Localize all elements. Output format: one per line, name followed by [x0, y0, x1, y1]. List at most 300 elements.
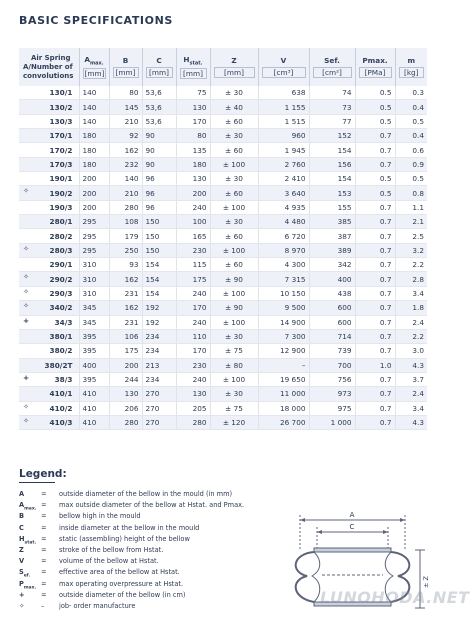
air-spring-cell — [19, 372, 79, 386]
table-cell: 19 650 — [258, 372, 309, 386]
table-cell: 96 — [142, 200, 176, 214]
table-cell: 244 — [109, 372, 142, 386]
legend-symbol — [19, 511, 41, 522]
air-spring-name: 190/1 — [49, 174, 73, 184]
table-cell: 170 — [176, 344, 210, 358]
legend-equals: – — [41, 601, 45, 610]
air-spring-cell — [19, 243, 79, 257]
table-cell: 200 — [79, 200, 109, 214]
table-cell: 93 — [109, 258, 142, 272]
air-spring-cell — [19, 229, 79, 243]
air-spring-name: 170/2 — [49, 145, 73, 155]
plus-marker: + — [23, 372, 30, 382]
legend-symbol — [19, 590, 41, 601]
table-cell: 1 155 — [258, 100, 309, 114]
table-cell: 135 — [176, 143, 210, 157]
column-subscript: stat. — [189, 60, 203, 67]
table-cell: 175 — [109, 344, 142, 358]
table-row — [19, 415, 427, 429]
table-cell: 162 — [109, 301, 142, 315]
table-cell: 140 — [79, 100, 109, 114]
table-cell: 0.4 — [395, 100, 427, 114]
table-cell: 2.8 — [395, 272, 427, 286]
legend-equals: = — [41, 523, 47, 532]
table-cell: ± 100 — [210, 243, 258, 257]
legend-text: volume of the bellow at Hstat. — [59, 557, 159, 566]
table-cell: 108 — [109, 215, 142, 229]
table-row — [19, 358, 427, 372]
air-spring-name: 380/1 — [49, 332, 73, 342]
column-unit: [kg] — [399, 67, 425, 78]
air-spring-cell — [19, 415, 79, 429]
table-cell: ± 100 — [210, 286, 258, 300]
table-cell: ± 120 — [210, 415, 258, 429]
table-row — [19, 172, 427, 186]
legend-symbol-text: ✧ — [19, 601, 25, 610]
job-order-marker: ✧ — [23, 301, 30, 311]
table-cell: 3.2 — [395, 243, 427, 257]
table-cell: 230 — [176, 358, 210, 372]
table-cell: 270 — [142, 415, 176, 429]
air-spring-name: 38/3 — [54, 375, 73, 385]
table-row — [19, 215, 427, 229]
watermark: LUNOHODA.NET — [320, 588, 470, 607]
table-cell: 0.7 — [355, 401, 395, 415]
table-cell: 1 000 — [309, 415, 355, 429]
air-spring-name: 280/2 — [49, 231, 73, 241]
table-cell: 0.6 — [395, 143, 427, 157]
table-cell: 12 900 — [258, 344, 309, 358]
air-spring-name: 290/1 — [49, 260, 73, 270]
table-row — [19, 401, 427, 415]
table-cell: 230 — [176, 243, 210, 257]
table-cell: 206 — [109, 401, 142, 415]
page-title: BASIC SPECIFICATIONS — [19, 14, 173, 27]
legend-item — [19, 489, 264, 500]
legend-equals: = — [41, 579, 47, 588]
air-spring-cell — [19, 315, 79, 329]
table-cell: 600 — [309, 315, 355, 329]
legend-text: outside diameter of the bellow (in cm) — [59, 590, 186, 599]
legend-equals: = — [41, 545, 47, 554]
legend-equals: = — [41, 490, 47, 498]
air-spring-cell — [19, 301, 79, 315]
table-cell: 0.8 — [395, 186, 427, 200]
table-cell: 310 — [79, 258, 109, 272]
table-cell: ± 30 — [210, 215, 258, 229]
table-cell: 80 — [109, 86, 142, 100]
table-cell: 3.4 — [395, 286, 427, 300]
job-order-marker: ✧ — [23, 272, 30, 282]
table-row — [19, 114, 427, 128]
table-cell: 400 — [309, 272, 355, 286]
column-label: Sef. — [324, 56, 340, 65]
column-header — [142, 48, 176, 86]
air-spring-cell — [19, 143, 79, 157]
air-spring-cell — [19, 129, 79, 143]
air-spring-cell — [19, 387, 79, 401]
legend-text: inside diameter at the bellow in the mould — [59, 523, 200, 532]
table-cell: 2 410 — [258, 172, 309, 186]
legend-item — [19, 590, 264, 601]
table-cell: 0.7 — [355, 286, 395, 300]
table-cell: 115 — [176, 258, 210, 272]
table-cell: 0.7 — [355, 387, 395, 401]
table-cell: 200 — [79, 172, 109, 186]
legend-text: outside diameter of the bellow in the mould (in mm) — [59, 490, 233, 498]
table-row — [19, 301, 427, 315]
air-spring-name: 170/3 — [49, 159, 73, 169]
bellow-diagram — [262, 510, 432, 630]
air-spring-cell — [19, 157, 79, 171]
table-cell: 231 — [109, 286, 142, 300]
air-spring-name: 290/3 — [49, 288, 73, 298]
table-cell: 180 — [79, 129, 109, 143]
column-header — [79, 48, 109, 86]
table-cell: 4.3 — [395, 415, 427, 429]
table-cell: 6 720 — [258, 229, 309, 243]
table-cell: 0.3 — [395, 86, 427, 100]
legend-text: static (assembling) height of the bellow — [59, 534, 190, 543]
table-cell: 310 — [79, 272, 109, 286]
table-cell: 700 — [309, 358, 355, 372]
table-cell: 739 — [309, 344, 355, 358]
air-spring-name: 280/3 — [49, 245, 73, 255]
table-cell: 0.7 — [355, 344, 395, 358]
table-cell: 0.7 — [355, 157, 395, 171]
table-cell: ± 60 — [210, 258, 258, 272]
table-cell: 4 935 — [258, 200, 309, 214]
table-cell: 130 — [176, 387, 210, 401]
table-cell: 2.1 — [395, 215, 427, 229]
air-spring-name: 410/2 — [49, 403, 73, 413]
legend-equals: = — [41, 590, 47, 599]
table-row — [19, 329, 427, 343]
legend-symbol — [19, 489, 41, 500]
table-cell: 240 — [176, 200, 210, 214]
legend-item — [19, 534, 264, 545]
legend-item — [19, 556, 264, 567]
table-cell: 180 — [79, 157, 109, 171]
table-cell: 80 — [176, 129, 210, 143]
table-row — [19, 387, 427, 401]
legend-symbol — [19, 523, 41, 534]
table-cell: 205 — [176, 401, 210, 415]
table-row — [19, 272, 427, 286]
air-spring-cell — [19, 272, 79, 286]
table-cell: 3.7 — [395, 372, 427, 386]
table-cell: 162 — [109, 272, 142, 286]
table-cell: 400 — [79, 358, 109, 372]
table-cell: 154 — [142, 286, 176, 300]
convolutions-label: convolutions — [23, 71, 74, 80]
table-row — [19, 129, 427, 143]
table-cell: 345 — [79, 301, 109, 315]
legend-symbol-sub: ef. — [23, 573, 31, 579]
legend-item — [19, 567, 264, 578]
legend-symbol — [19, 545, 41, 556]
legend-title: Legend: — [19, 468, 67, 480]
table-cell: 100 — [176, 215, 210, 229]
table-cell: 150 — [142, 215, 176, 229]
table-cell: 7 315 — [258, 272, 309, 286]
column-header — [176, 48, 210, 86]
table-cell: 10 150 — [258, 286, 309, 300]
job-order-marker: ✧ — [23, 415, 30, 425]
column-unit: [mm] — [146, 67, 173, 78]
table-cell: ± 40 — [210, 100, 258, 114]
table-cell: 11 000 — [258, 387, 309, 401]
table-cell: 280 — [176, 415, 210, 429]
table-cell: 96 — [142, 172, 176, 186]
table-cell: ± 80 — [210, 358, 258, 372]
table-cell: 53,6 — [142, 100, 176, 114]
air-spring-cell — [19, 358, 79, 372]
air-spring-header — [19, 48, 79, 86]
legend-symbol-sub: max. — [23, 584, 37, 590]
air-spring-name: 190/3 — [49, 202, 73, 212]
table-cell: 170 — [176, 301, 210, 315]
table-cell: 0.5 — [355, 100, 395, 114]
table-cell: 975 — [309, 401, 355, 415]
table-cell: ± 30 — [210, 172, 258, 186]
legend-symbol-text: H — [19, 534, 25, 543]
table-cell: – — [258, 358, 309, 372]
table-cell: ± 60 — [210, 229, 258, 243]
table-cell: 2.2 — [395, 329, 427, 343]
legend-symbol-sub: stat. — [24, 540, 37, 546]
table-cell: 0.7 — [355, 258, 395, 272]
air-spring-name: 410/3 — [49, 418, 73, 428]
air-spring-cell — [19, 329, 79, 343]
legend-item — [19, 545, 264, 556]
table-cell: 973 — [309, 387, 355, 401]
table-cell: 1.1 — [395, 200, 427, 214]
table-cell: 175 — [176, 272, 210, 286]
table-cell: 200 — [109, 358, 142, 372]
air-spring-name: 380/2 — [49, 346, 73, 356]
legend-equals: = — [41, 568, 47, 577]
table-cell: 600 — [309, 301, 355, 315]
table-row — [19, 229, 427, 243]
table-row — [19, 243, 427, 257]
dimension-z-label: ± Z — [422, 576, 430, 588]
legend-symbol — [19, 601, 41, 612]
table-cell: ± 75 — [210, 401, 258, 415]
air-spring-cell — [19, 114, 79, 128]
table-cell: 2.4 — [395, 315, 427, 329]
table-row — [19, 157, 427, 171]
table-cell: ± 100 — [210, 157, 258, 171]
table-cell: 0.9 — [395, 157, 427, 171]
table-cell: 395 — [79, 344, 109, 358]
table-row — [19, 258, 427, 272]
table-cell: ± 75 — [210, 344, 258, 358]
table-cell: 0.7 — [355, 372, 395, 386]
table-cell: 270 — [142, 401, 176, 415]
air-spring-name: 130/2 — [49, 102, 73, 112]
table-cell: 2.2 — [395, 258, 427, 272]
air-spring-name: 190/2 — [49, 188, 73, 198]
table-cell: ± 60 — [210, 114, 258, 128]
table-cell: 234 — [142, 372, 176, 386]
column-unit: [mm] — [180, 68, 207, 79]
table-cell: 0.7 — [355, 200, 395, 214]
table-cell: 295 — [79, 215, 109, 229]
table-cell: 0.4 — [395, 129, 427, 143]
table-cell: 0.5 — [355, 86, 395, 100]
table-row — [19, 344, 427, 358]
table-cell: 96 — [142, 186, 176, 200]
table-cell: 140 — [79, 114, 109, 128]
air-spring-name: 290/2 — [49, 274, 73, 284]
table-cell: 8 970 — [258, 243, 309, 257]
table-cell: 0.7 — [355, 215, 395, 229]
table-cell: ± 30 — [210, 129, 258, 143]
table-cell: 90 — [142, 143, 176, 157]
legend-equals: = — [41, 501, 47, 510]
air-spring-cell — [19, 215, 79, 229]
table-cell: 4 480 — [258, 215, 309, 229]
table-cell: 0.7 — [355, 143, 395, 157]
column-label: Pmax. — [362, 56, 388, 65]
table-cell: 170 — [176, 114, 210, 128]
table-cell: 3 640 — [258, 186, 309, 200]
table-cell: 4 300 — [258, 258, 309, 272]
table-cell: 77 — [309, 114, 355, 128]
column-unit: [mm] — [214, 67, 255, 78]
table-cell: 90 — [142, 129, 176, 143]
column-label: B — [122, 56, 129, 65]
air-spring-name: 340/2 — [49, 303, 73, 313]
air-spring-cell — [19, 401, 79, 415]
column-label: C — [156, 56, 162, 65]
legend-equals: = — [41, 512, 47, 521]
table-cell: 250 — [109, 243, 142, 257]
table-cell: 234 — [142, 329, 176, 343]
table-row — [19, 186, 427, 200]
table-cell: 210 — [109, 186, 142, 200]
legend-text: stroke of the bellow from Hstat. — [59, 545, 164, 554]
legend-item — [19, 579, 264, 590]
legend-list — [19, 489, 264, 612]
table-cell: 3.4 — [395, 401, 427, 415]
table-cell: 213 — [142, 358, 176, 372]
legend-symbol-text: C — [19, 523, 24, 532]
table-cell: 1.0 — [355, 358, 395, 372]
legend-symbol-text: V — [19, 557, 25, 566]
air-spring-cell — [19, 286, 79, 300]
table-cell: 270 — [142, 387, 176, 401]
legend-text: effective area of the bellow at Hstat. — [59, 568, 180, 577]
table-cell: 53,6 — [142, 86, 176, 100]
table-cell: 73 — [309, 100, 355, 114]
table-cell: 295 — [79, 229, 109, 243]
table-cell: 110 — [176, 329, 210, 343]
column-header — [109, 48, 142, 86]
table-cell: 389 — [309, 243, 355, 257]
legend-symbol-text: A — [19, 501, 25, 510]
table-cell: 74 — [309, 86, 355, 100]
air-spring-name: 280/1 — [49, 217, 73, 227]
legend-underline — [19, 482, 55, 483]
table-cell: 145 — [109, 100, 142, 114]
table-cell: 0.5 — [355, 114, 395, 128]
table-cell: 0.7 — [355, 315, 395, 329]
job-order-marker: ✧ — [23, 243, 30, 253]
plus-marker: + — [23, 315, 30, 325]
table-cell: ± 30 — [210, 329, 258, 343]
column-unit: [mm] — [113, 67, 139, 78]
table-cell: 0.5 — [355, 172, 395, 186]
table-cell: ± 60 — [210, 143, 258, 157]
job-order-marker: ✧ — [23, 401, 30, 411]
table-cell: 150 — [142, 229, 176, 243]
column-unit: [mm] — [84, 69, 105, 79]
table-cell: ± 90 — [210, 301, 258, 315]
table-cell: 180 — [176, 157, 210, 171]
table-cell: 210 — [109, 114, 142, 128]
table-body — [19, 86, 427, 430]
table-cell: 154 — [309, 143, 355, 157]
table-row — [19, 315, 427, 329]
table-cell: 714 — [309, 329, 355, 343]
air-spring-name: 170/1 — [49, 131, 73, 141]
table-cell: 0.7 — [355, 301, 395, 315]
table-cell: 180 — [79, 143, 109, 157]
air-spring-cell — [19, 100, 79, 114]
column-header — [309, 48, 355, 86]
air-spring-cell — [19, 258, 79, 272]
table-row — [19, 100, 427, 114]
table-cell: 200 — [176, 186, 210, 200]
table-cell: 130 — [176, 100, 210, 114]
table-cell: 1.8 — [395, 301, 427, 315]
table-cell: 152 — [309, 129, 355, 143]
table-cell: 7 300 — [258, 329, 309, 343]
air-spring-name: 130/3 — [49, 116, 73, 126]
column-label: A — [84, 54, 90, 64]
table-cell: 192 — [142, 301, 176, 315]
table-cell: 0.7 — [355, 129, 395, 143]
table-cell: 140 — [109, 172, 142, 186]
legend-text: max operating overpressure at Hstat. — [59, 579, 184, 588]
table-cell: 0.7 — [355, 229, 395, 243]
table-cell: ± 100 — [210, 372, 258, 386]
table-cell: 0.7 — [355, 243, 395, 257]
legend-text: max outside diameter of the bellow at Hstat. and Pmax. — [59, 501, 245, 510]
column-label: V — [280, 56, 287, 65]
table-cell: 154 — [142, 258, 176, 272]
table-cell: 106 — [109, 329, 142, 343]
table-cell: 240 — [176, 315, 210, 329]
dimension-c-label: C — [349, 523, 355, 531]
legend-item — [19, 601, 264, 612]
table-cell: 156 — [309, 157, 355, 171]
dimension-a-label: A — [349, 511, 355, 519]
table-cell: 200 — [79, 186, 109, 200]
legend-symbol-text: + — [19, 590, 25, 599]
legend-item — [19, 511, 264, 522]
table-cell: 140 — [79, 86, 109, 100]
air-spring-name: 34/3 — [54, 317, 73, 327]
table-cell: 395 — [79, 329, 109, 343]
table-cell: ± 90 — [210, 272, 258, 286]
table-cell: ± 30 — [210, 86, 258, 100]
table-cell: 3.0 — [395, 344, 427, 358]
air-spring-cell — [19, 172, 79, 186]
legend-text: bellow high in the mould — [59, 512, 141, 521]
